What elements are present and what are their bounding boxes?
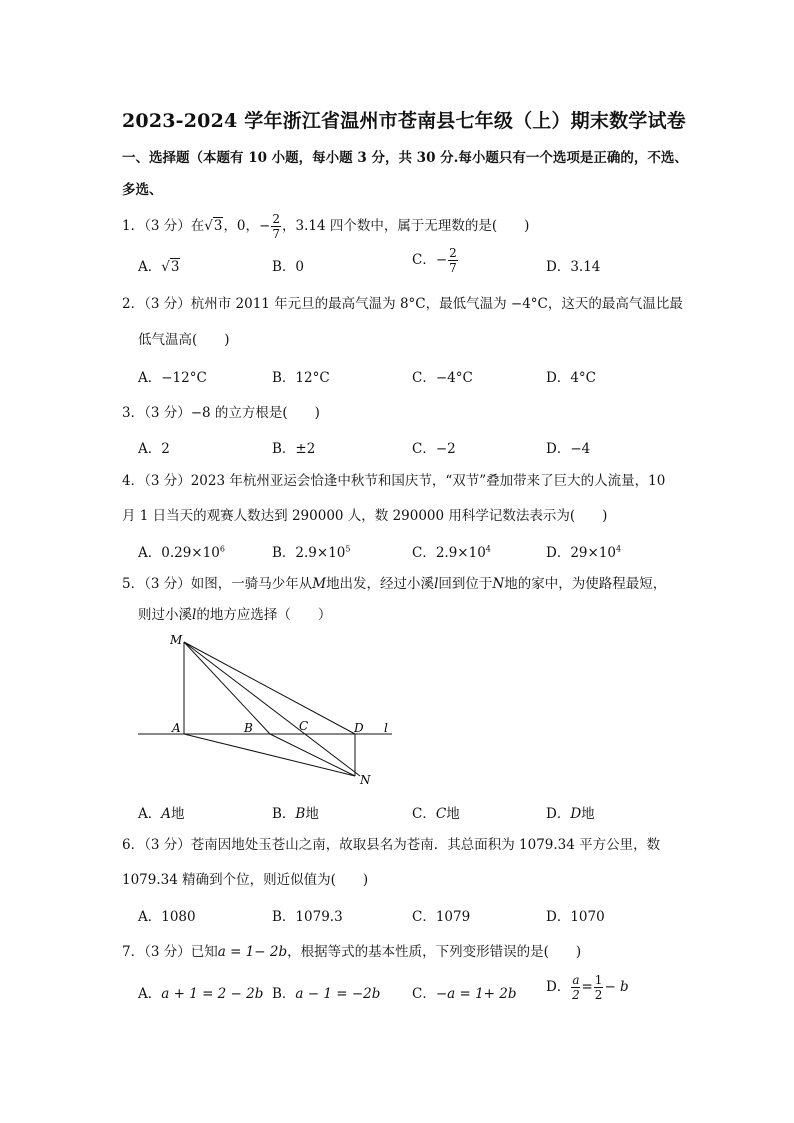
q3-option-c[interactable]: C．−2 <box>412 441 456 457</box>
q6-option-a[interactable]: A．1080 <box>138 909 196 925</box>
q1-option-a[interactable]: A．√3 <box>138 259 180 275</box>
label-M: M <box>170 633 183 647</box>
q6-option-d[interactable]: D．1070 <box>546 909 605 925</box>
q4-option-d[interactable]: D．$29\times 10^4$ <box>546 544 622 561</box>
question-6-line2: 1079.34 精确到个位，则近似值为( ) <box>122 872 369 888</box>
q5-option-d[interactable]: D．D地 <box>546 806 595 822</box>
question-4-line2: 月 1 日当天的观赛人数达到 290000 人，数 290000 用科学记数法表示为( ) <box>122 508 608 524</box>
question-2-line2: 低气温高( ) <box>138 332 230 348</box>
question-3: 3．（3 分）−8 的立方根是( ) <box>122 405 320 421</box>
label-N: N <box>360 773 371 787</box>
label-A: A <box>172 721 181 735</box>
section-header-line2: 多选、 <box>122 182 163 198</box>
q2-option-d[interactable]: D．4°C <box>546 370 596 386</box>
q7-option-c[interactable]: C．−a = 1+ 2b <box>412 986 517 1002</box>
section-header-line1: 一、选择题（本题有 10 小题，每小题 3 分，共 30 分.每小题只有一个选项是正确的，不选、 <box>122 150 688 166</box>
segment-MD <box>184 642 355 734</box>
q4-option-b[interactable]: B．$2.9\times 10^5$ <box>272 544 351 561</box>
segment-MB <box>184 642 270 734</box>
q5-option-a[interactable]: A．A地 <box>138 806 185 822</box>
label-l: l <box>384 721 388 735</box>
label-D: D <box>354 721 364 735</box>
q1-option-b[interactable]: B．0 <box>272 259 305 275</box>
q1-neg: − <box>259 218 271 234</box>
question-1: 1．（3 分）在√3，0，− $\frac{2}{7}$ ，3.14 四个数中，属于无理数的是( ) <box>122 212 530 241</box>
q5-geometry-figure <box>130 628 400 793</box>
q1-sqrt: 3 <box>213 218 223 234</box>
q7-option-a[interactable]: A．a + 1 = 2 − 2b <box>138 986 264 1002</box>
q1-option-c[interactable]: C．− $\frac{2}{7}$ <box>412 246 457 275</box>
question-7: 7．（3 分）已知a = 1− 2b，根据等式的基本性质，下列变形错误的是( ) <box>122 944 582 960</box>
q6-option-b[interactable]: B．1079.3 <box>272 909 343 925</box>
q3-option-b[interactable]: B．±2 <box>272 441 316 457</box>
label-B: B <box>244 721 253 735</box>
question-5-line1: 5．（3 分）如图，一骑马少年从M地出发，经过小溪l回到位于N地的家中，为使路程最短， <box>122 576 667 592</box>
q2-option-b[interactable]: B．12°C <box>272 370 330 386</box>
q1-mid: ，0， <box>223 218 260 234</box>
q3-option-d[interactable]: D．−4 <box>546 441 591 457</box>
q7-option-d[interactable]: D． $\frac{a}{2}$ = $\frac{1}{2}$ − b <box>546 973 629 1002</box>
q2-option-a[interactable]: A．−12°C <box>138 370 207 386</box>
question-6-line1: 6．（3 分）苍南因地处玉苍山之南，故取县名为苍南．其总面积为 1079.34 平方公里，数 <box>122 837 661 853</box>
q4-option-a[interactable]: A．$0.29\times 10^6$ <box>138 544 225 561</box>
q7-option-b[interactable]: B．a − 1 = −2b <box>272 986 381 1002</box>
q3-option-a[interactable]: A．2 <box>138 441 170 457</box>
q2-option-c[interactable]: C．−4°C <box>412 370 473 386</box>
question-5-line2: 则过小溪l的地方应选择（ ） <box>138 607 332 623</box>
q1-prefix: 1．（3 分）在 <box>122 218 205 234</box>
q1-option-d[interactable]: D．3.14 <box>546 259 601 275</box>
q1-fraction: $\frac{2}{7}$ <box>272 212 280 241</box>
question-4-line1: 4．（3 分）2023 年杭州亚运会恰逢中秋节和国庆节，“双节”叠加带来了巨大的人流量，10 <box>122 473 666 489</box>
q6-option-c[interactable]: C．1079 <box>412 909 471 925</box>
page-title: 2023-2024 学年浙江省温州市苍南县七年级（上）期末数学试卷 <box>122 110 686 132</box>
segment-AN <box>184 734 355 776</box>
q5-option-b[interactable]: B．B地 <box>272 806 319 822</box>
q4-option-c[interactable]: C．$2.9\times 10^4$ <box>412 544 491 561</box>
label-C: C <box>299 719 309 733</box>
question-2-line1: 2．（3 分）杭州市 2011 年元旦的最高气温为 8°C，最低气温为 −4°C，这天的最高气温比最 <box>122 296 683 312</box>
q1-suffix: ，3.14 四个数中，属于无理数的是( ) <box>281 218 530 234</box>
q5-option-c[interactable]: C．C地 <box>412 806 460 822</box>
